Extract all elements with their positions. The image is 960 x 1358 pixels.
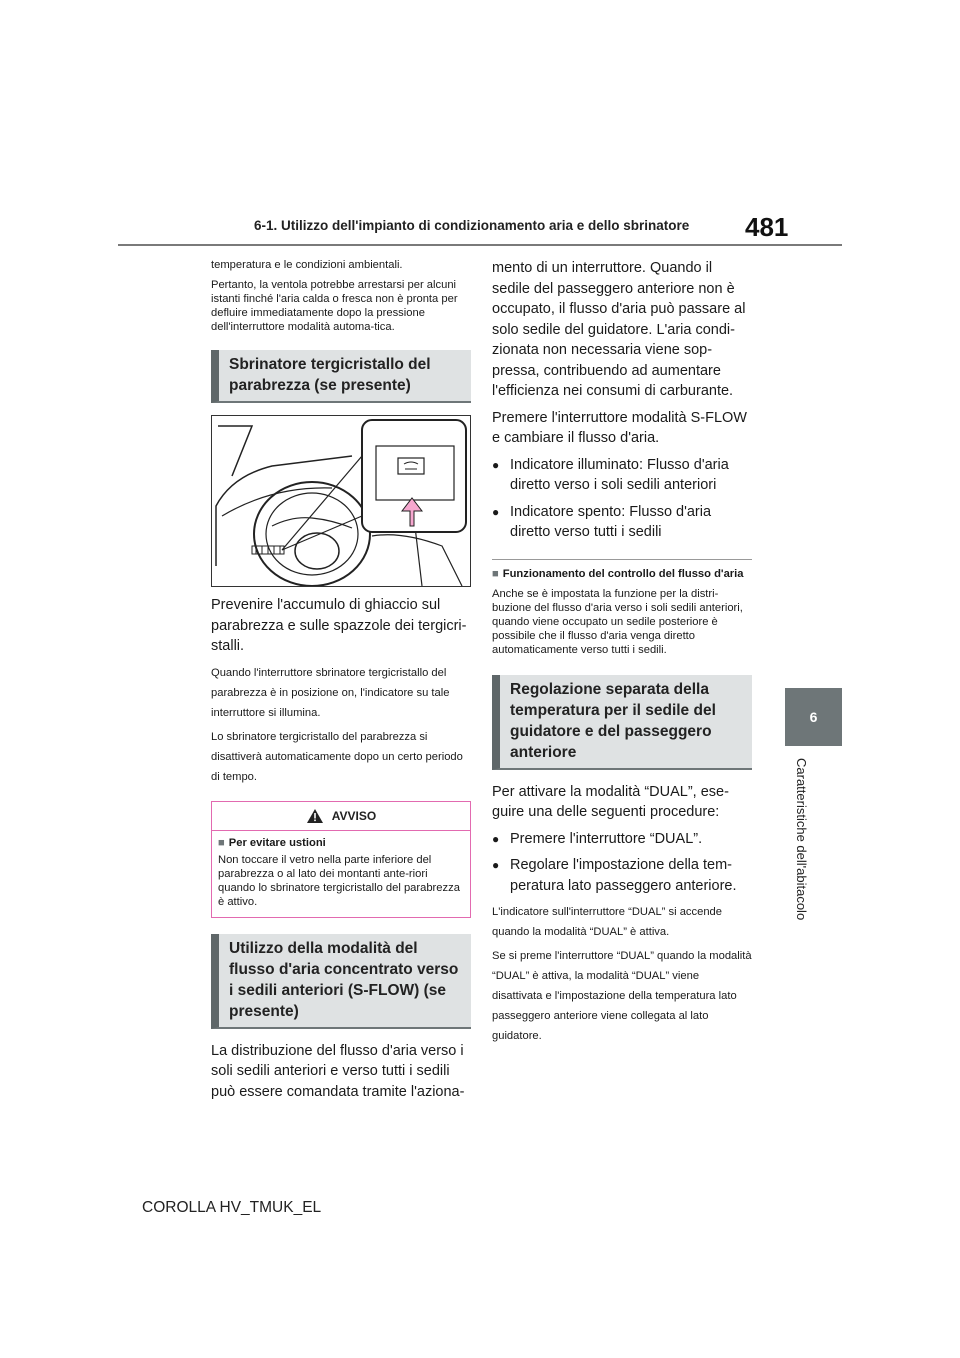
- paragraph: Pertanto, la ventola potrebbe arrestarsi per alcuni istanti finché l'aria calda o fresca non è pronta per defluire immediatamente dopo la pressione dell'interruttore modalità automa-tica.: [211, 279, 458, 333]
- note-title: Funzionamento del controllo del flusso d'aria: [502, 567, 744, 580]
- paragraph: Se si preme l'interruttore “DUAL” quando la modalità “DUAL” è attiva, la modalità “DUAL” viene disattivata e l'impostazione della temperatura lato passeggero anteriore viene collegata al lato guidatore.: [492, 950, 752, 1042]
- square-bullet-icon: ■: [218, 836, 225, 849]
- list-item: ● Premere l'interruttore “DUAL”.: [492, 829, 752, 850]
- list-item: ● Regolare l'impostazione della tem-peratura lato passeggero anteriore.: [492, 855, 752, 896]
- footer-model: COROLLA HV_TMUK_EL: [142, 1199, 322, 1216]
- header-rule: [118, 244, 842, 246]
- section-heading: Utilizzo della modalità del flusso d'aria concentrato verso i sedili anteriori (S-FLOW) (se presente): [211, 934, 471, 1029]
- section-heading: Sbrinatore tergicristallo del parabrezza (se presente): [211, 350, 471, 403]
- list-item: ● Indicatore illuminato: Flusso d'aria diretto verso i soli sedili anteriori: [492, 455, 752, 496]
- page-number: 481: [745, 212, 789, 242]
- paragraph: Quando l'interruttore sbrinatore tergicristallo del parabrezza è in posizione on, l'indicatore su tale interruttore si illumina.: [211, 666, 450, 719]
- chapter-label: Caratteristiche dell'abitacolo: [794, 758, 809, 921]
- warning-header: [212, 802, 470, 831]
- left-column: [211, 258, 471, 1108]
- paragraph: Lo sbrinatore tergicristallo del parabrezza si disattiverà automaticamente dopo un certo periodo di tempo.: [211, 730, 463, 783]
- paragraph: mento di un interruttore. Quando il sedile del passeggero anteriore non è occupato, il flusso d'aria può passare al solo sedile del guidatore. L'aria condi-zionata non necessaria viene sop-pressa, contribuendo ad aumentare l'efficienza nei consumi di carburante.: [492, 260, 746, 399]
- paragraph: La distribuzione del flusso d'aria verso i soli sedili anteriori e verso tutti i sedili può essere comandata tramite l'aziona-: [211, 1042, 465, 1100]
- paragraph: Per attivare la modalità “DUAL”, ese-guire una delle seguenti procedure:: [492, 783, 729, 820]
- right-column: [492, 258, 752, 1050]
- warning-title: AVVISO: [331, 808, 377, 823]
- list-item: ● Indicatore spento: Flusso d'aria diretto verso tutti i sedili: [492, 502, 752, 543]
- bullet-dot-icon: ●: [492, 504, 500, 519]
- warning-text: Non toccare il vetro nella parte inferiore del parabrezza o al lato dei montanti ante-riori quando lo sbrinatore tergicristallo del parabrezza è attivo.: [218, 853, 460, 908]
- section-title: 6-1. Utilizzo dell'impianto di condizionamento aria e dello sbrinatore: [254, 218, 690, 233]
- chapter-number: 6: [809, 709, 818, 725]
- bullet-dot-icon: ●: [492, 457, 500, 472]
- paragraph: Premere l'interruttore modalità S-FLOW e cambiare il flusso d'aria.: [492, 409, 747, 446]
- paragraph: L'indicatore sull'interruttore “DUAL” si accende quando la modalità “DUAL” è attiva.: [492, 906, 722, 938]
- note-text: Anche se è impostata la funzione per la distri-buzione del flusso d'aria verso i soli sedili anteriori, quando viene occupato un sedile posteriore è possibile che il flusso d'aria venga diretto automaticamente verso tutti i sedili.: [492, 587, 743, 656]
- section-heading: Regolazione separata della temperatura per il sedile del guidatore e del passeggero anteriore: [492, 675, 752, 770]
- paragraph: temperatura e le condizioni ambientali.: [211, 259, 403, 271]
- divider: [492, 559, 752, 560]
- warning-subtitle: Per evitare ustioni: [228, 836, 326, 849]
- windshield-defroster-figure: [212, 416, 470, 586]
- bullet-dot-icon: ●: [492, 831, 500, 846]
- bullet-dot-icon: ●: [492, 858, 500, 872]
- paragraph: Prevenire l'accumulo di ghiaccio sul parabrezza e sulle spazzole dei tergicri-stalli.: [211, 597, 467, 654]
- dashboard-illustration: [211, 415, 471, 587]
- square-bullet-icon: ■: [492, 567, 499, 580]
- warning-box: [211, 801, 471, 918]
- warning-triangle-icon: [306, 808, 324, 824]
- chapter-tab: [785, 688, 842, 746]
